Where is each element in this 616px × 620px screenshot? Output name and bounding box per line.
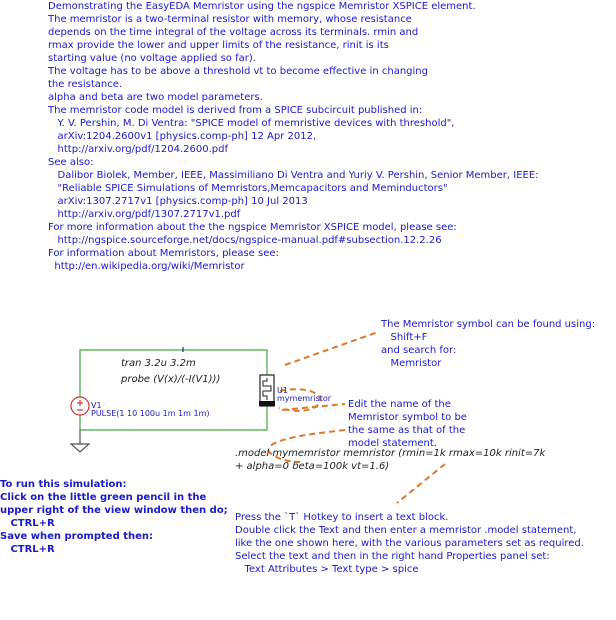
run-note-line: CTRL+R [0, 544, 55, 555]
header-line: Dalibor Biolek, Member, IEEE, Massimiliano Di Ventra and Yuriy V. Pershin, Senior Member, IEEE: [48, 170, 539, 181]
probe-directive[interactable]: probe (V(x)/(-I(V1))) [121, 374, 221, 385]
symbol-note-line: Shift+F [381, 332, 428, 343]
text-note-line: like the one shown here, with the various parameters set as required. [235, 538, 584, 549]
symbol-note [381, 318, 595, 370]
memristor-symbol[interactable] [259, 375, 275, 406]
header-line: For information about Memristors, please see: [48, 248, 279, 259]
header-line: starting value (no voltage applied so far). [48, 53, 256, 64]
ground-icon[interactable] [71, 430, 89, 452]
source-name-label: V1 [91, 401, 102, 410]
edit-note [348, 398, 467, 450]
header-line: http://ngspice.sourceforge.net/docs/ngspice-manual.pdf#subsection.12.2.26 [48, 235, 442, 246]
text-note-line: Select the text and then in the right hand Properties panel set: [235, 551, 550, 562]
header-line: "Reliable SPICE Simulations of Memristors,Memcapacitors and Meminductors" [48, 183, 448, 194]
symbol-note-line: and search for: [381, 345, 457, 356]
header-line: rmax provide the lower and upper limits of the resistance, rinit is its [48, 40, 389, 51]
edit-note-line: Memristor symbol to be [348, 412, 467, 423]
run-note [0, 478, 228, 556]
header-line: The memristor is a two-terminal resistor with memory, whose resistance [48, 14, 412, 25]
symbol-note-line: The Memristor symbol can be found using: [381, 319, 596, 330]
memristor-ref-label: U1 [277, 386, 288, 395]
header-line: http://arxiv.org/pdf/1307.2717v1.pdf [48, 209, 241, 220]
run-note-line: To run this simulation: [0, 479, 127, 490]
header-line: The voltage has to be above a threshold vt to become effective in changing [48, 66, 428, 77]
text-block-note [235, 511, 584, 576]
symbol-note-line: Memristor [381, 358, 442, 369]
source-value-label: PULSE(1 10 100u 1m 1m 1m) [91, 409, 210, 418]
edit-note-line: the same as that of the [348, 425, 466, 436]
memristor-model-label: mymemristor [277, 394, 332, 403]
header-line: See also: [48, 157, 94, 168]
tran-directive[interactable]: tran 3.2u 3.2m [121, 358, 196, 369]
run-note-line: Click on the little green pencil in the [0, 492, 207, 503]
model-statement-line1[interactable]: .model mymemristor memristor (rmin=1k rmax=10k rinit=7k [235, 448, 546, 459]
header-line: Demonstrating the EasyEDA Memristor using the ngspice Memristor XSPICE element. [48, 1, 476, 12]
text-note-line: Text Attributes > Text type > spice [235, 564, 419, 575]
run-note-line: Save when prompted then: [0, 531, 154, 542]
edit-note-line: Edit the name of the [348, 399, 451, 410]
text-note-line: Double click the Text and then enter a memristor .model statement, [235, 525, 577, 536]
model-statement-line2[interactable]: + alpha=0 beta=100k vt=1.6) [235, 461, 390, 472]
header-line: The memristor code model is derived from a SPICE subcircuit published in: [48, 105, 423, 116]
header-line: arXiv:1204.2600v1 [physics.comp-ph] 12 Apr 2012, [48, 131, 317, 142]
header-line: depends on the time integral of the voltage across its terminals. rmin and [48, 27, 419, 38]
header-line: http://en.wikipedia.org/wiki/Memristor [48, 261, 245, 272]
header-line: arXiv:1307.2717v1 [physics.comp-ph] 10 Jul 2013 [48, 196, 308, 207]
edit-note-line: model statement. [348, 438, 437, 449]
header-line: http://arxiv.org/pdf/1204.2600.pdf [48, 144, 228, 155]
header-line: alpha and beta are two model parameters. [48, 92, 263, 103]
run-note-line: upper right of the view window then do; [0, 505, 228, 516]
run-note-line: CTRL+R [0, 518, 55, 529]
header-line: Y. V. Pershin, M. Di Ventra: "SPICE model of memristive devices with threshold", [48, 118, 455, 129]
header-line: For more information about the the ngspice Memristor XSPICE model, please see: [48, 222, 457, 233]
text-note-line: Press the `T` Hotkey to insert a text block. [235, 512, 449, 523]
voltage-source-v1[interactable] [71, 397, 89, 415]
header-line: the resistance. [48, 79, 123, 90]
